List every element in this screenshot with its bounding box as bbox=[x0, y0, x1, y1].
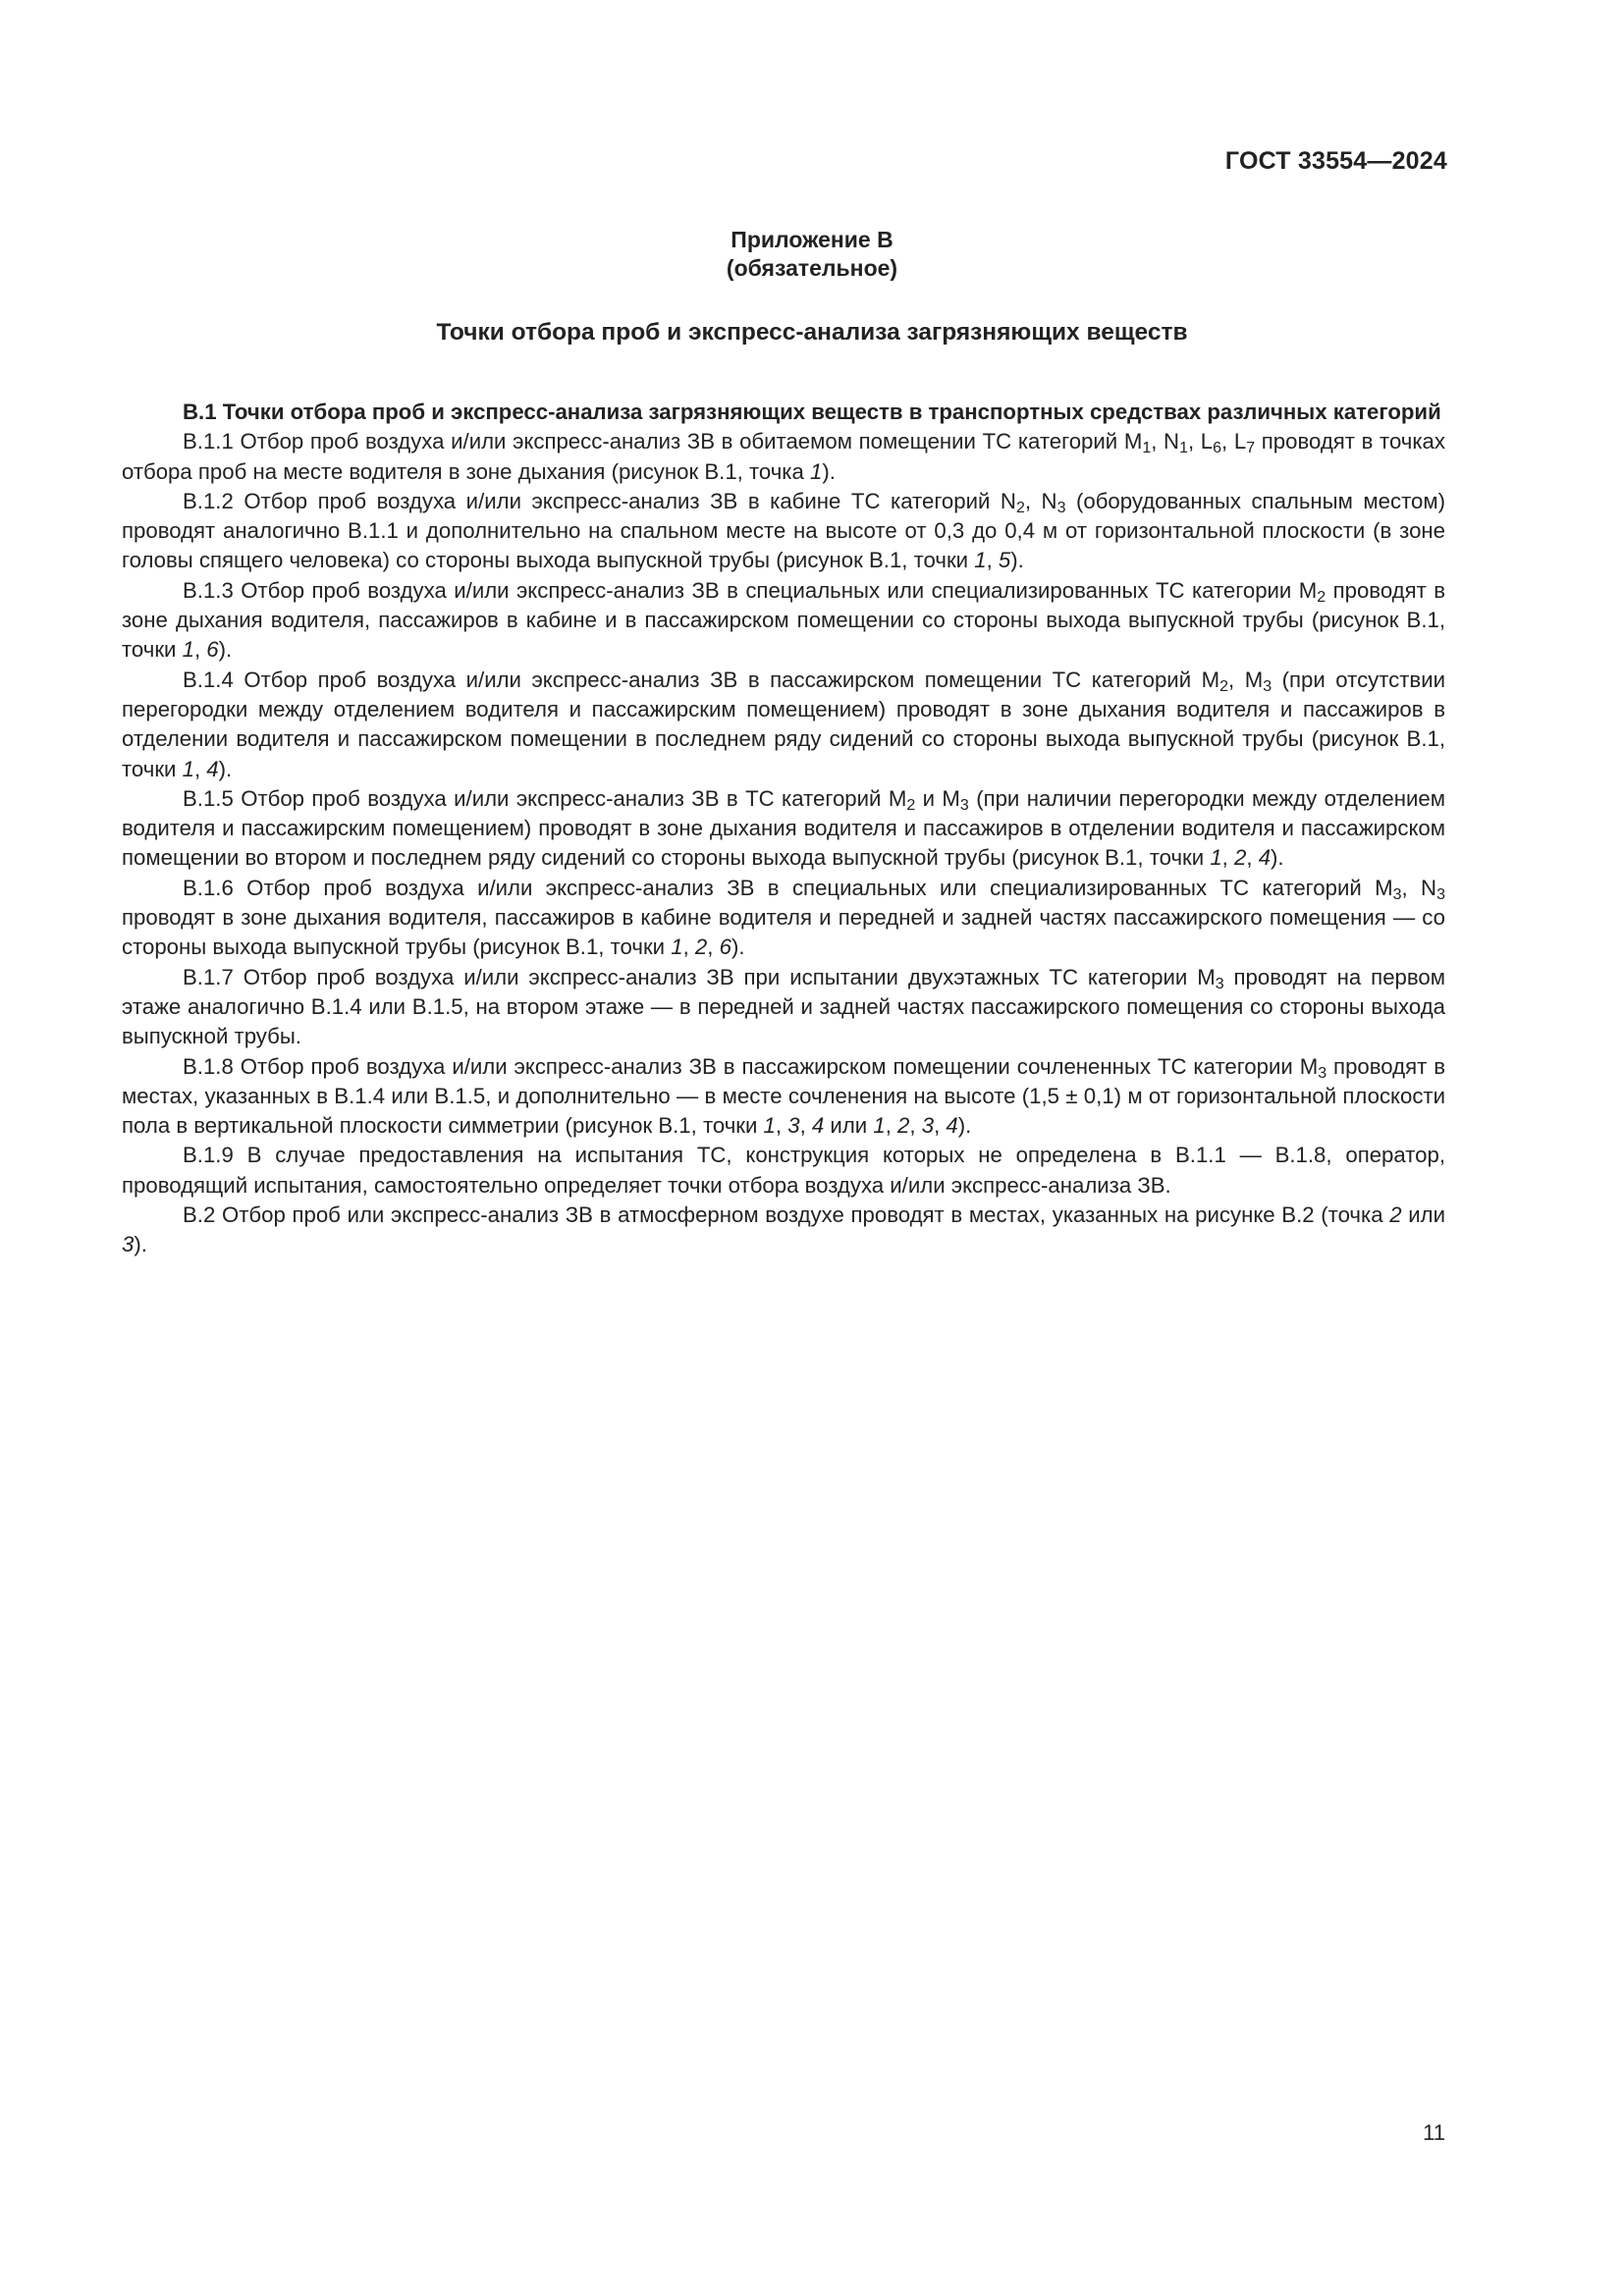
paragraph-b-1-9: В.1.9 В случае предоставления на испытания ТС, конструкция которых не определена в В.1.1 — В.1.8, оператор, проводящий испытания, самостоятельно определяет точки отбора воздуха и/или экспресс-анализа ЗВ. bbox=[122, 1143, 1445, 1198]
appendix-label: Приложение В bbox=[731, 227, 893, 252]
paragraph-b-1-8: В.1.8 Отбор проб воздуха и/или экспресс-анализ ЗВ в пассажирском помещении сочлененных ТС категории $M_3$ проводят в местах, указанных в В.1.4 или В.1.5, и дополнительно — в месте сочленения на высоте (1,5 ± 0,1) м от горизонтальной плоскости пола в вертикальной плоскости симметрии (рисунок В.1, точки 1, 3, 4 или 1, 2, 3, 4). bbox=[122, 1053, 1445, 1139]
page-number: 11 bbox=[1423, 2120, 1445, 2145]
paragraph-b-1-3: В.1.3 Отбор проб воздуха и/или экспресс-анализ ЗВ в специальных или специализированных ТС категории $M_2$ проводят в зоне дыхания водителя, пассажиров в кабине и в пассажирском помещении со стороны выхода выпускной трубы (рисунок В.1, точки 1, 6). bbox=[122, 577, 1446, 663]
paragraph-b-1-7: В.1.7 Отбор проб воздуха и/или экспресс-анализ ЗВ при испытании двухэтажных ТС категории $M_3$ проводят на первом этаже аналогично В.1.4 или В.1.5, на втором этаже — в передней и задней частях пассажирского помещения со стороны выхода выпускной трубы. bbox=[122, 964, 1445, 1049]
document-body bbox=[122, 398, 1445, 1260]
standard-code: ГОСТ 33554—2024 bbox=[1224, 147, 1447, 175]
appendix-heading bbox=[0, 226, 1624, 283]
paragraph-b-1-4: В.1.4 Отбор проб воздуха и/или экспресс-анализ ЗВ в пассажирском помещении ТС категорий $M_2$, $M_3$ (при отсутствии перегородки между отделением водителя и пассажирским помещением) проводят в зоне дыхания водителя и пассажиров в отделении водителя и пассажирском помещении в последнем ряду сидений со стороны выхода выпускной трубы (рисунок В.1, точки 1, 4). bbox=[122, 667, 1445, 781]
paragraph-b-1-1: В.1.1 Отбор проб воздуха и/или экспресс-анализ ЗВ в обитаемом помещении ТС категорий $M_1$, $N_1$, $L_6$, $L_7$ проводят в точках отбора проб на месте водителя в зоне дыхания (рисунок В.1, точка 1). bbox=[122, 429, 1445, 484]
paragraph-b-1-5: В.1.5 Отбор проб воздуха и/или экспресс-анализ ЗВ в ТС категорий $M_2$ и $M_3$ (при наличии перегородки между отделением водителя и пассажирским помещением) проводят в зоне дыхания водителя и пассажиров в отделении водителя и пассажирском помещении во втором и последнем ряду сидений со стороны выхода выпускной трубы (рисунок В.1, точки 1, 2, 4). bbox=[122, 785, 1445, 871]
paragraph-b-1-6: В.1.6 Отбор проб воздуха и/или экспресс-анализ ЗВ в специальных или специализированных ТС категорий $M_3$, $N_3$ проводят в зоне дыхания водителя, пассажиров в кабине водителя и передней и задней частях пассажирского помещения — со стороны выхода выпускной трубы (рисунок В.1, точки 1, 2, 6). bbox=[122, 875, 1445, 960]
paragraph-b-2: В.2 Отбор проб или экспресс-анализ ЗВ в атмосферном воздухе проводят в местах, указанных на рисунке В.2 (точка 2 или 3). bbox=[122, 1202, 1445, 1257]
paragraph-b-1-2: В.1.2 Отбор проб воздуха и/или экспресс-анализ ЗВ в кабине ТС категорий $N_2$, $N_3$ (оборудованных спальным местом) проводят аналогично В.1.1 и дополнительно на спальном месте на высоте от 0,3 до 0,4 м от горизонтальной плоскости (в зоне головы спящего человека) со стороны выхода выпускной трубы (рисунок В.1, точки 1, 5). bbox=[122, 488, 1445, 573]
page-title: Точки отбора проб и экспресс-анализа загрязняющих веществ bbox=[436, 319, 1188, 346]
section-heading: В.1 Точки отбора проб и экспресс-анализа загрязняющих веществ в транспортных средствах различных категорий bbox=[183, 400, 1441, 424]
appendix-status: (обязательное) bbox=[726, 255, 898, 281]
